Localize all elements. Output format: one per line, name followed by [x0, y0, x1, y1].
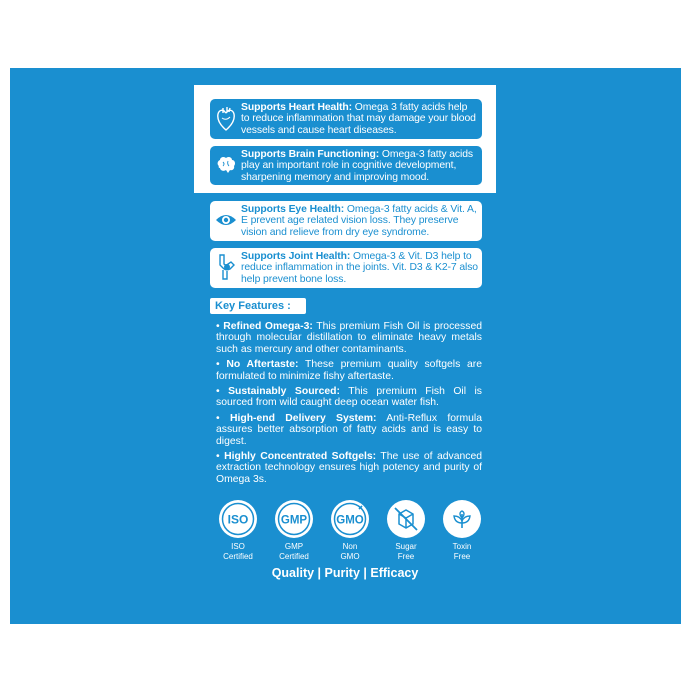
benefit-text: Omega-3 & Vit. D3 help to reduce inflammation in the joints. Vit. D3 & K2-7 also help prevent bone loss. [241, 251, 478, 285]
badge-label-line1: Toxin [452, 542, 472, 551]
badge-mark: GMP [280, 514, 308, 527]
eye-icon [215, 205, 237, 235]
badge-label-line2: Free [453, 551, 471, 561]
benefit-title: Supports Eye Health: [241, 204, 345, 215]
feature-text: These premium quality softgels are formulated to minimize fishy aftertaste. [216, 359, 482, 382]
benefit-brain-functioning [210, 146, 482, 185]
badge-mark: GMO [336, 514, 364, 527]
badge-label-line2: Certified [223, 551, 253, 561]
joint-icon [215, 252, 237, 282]
badge-label-line1: Non [342, 542, 358, 551]
feature-title: High-end Delivery System: [229, 412, 377, 424]
list-item: • Highly Concentrated Softgels: The use of advanced extraction technology ensures high potency and purity of Omega 3s. [216, 451, 483, 485]
badge-non-gmo [327, 499, 373, 561]
sugar-free-icon [386, 499, 426, 539]
feature-text: This premium Fish Oil is processed through molecular distillation to eliminate heavy metals such as mercury and other contaminants. [216, 321, 483, 355]
certification-badges [215, 499, 485, 561]
feature-text: This premium Fish Oil is sourced from wild caught deep ocean water fish. [216, 386, 483, 409]
feature-title: Sustainably Sourced: [228, 386, 340, 398]
key-features-list [216, 321, 482, 489]
benefit-text: Omega 3 fatty acids help to reduce inflammation that may damage your blood vessels and cause heart diseases. [241, 102, 476, 136]
badge-label-line2: Certified [279, 551, 309, 561]
feature-text: The use of advanced extraction technology ensures high potency and purity of Omega 3s. [216, 451, 483, 485]
badge-gmp [271, 499, 317, 561]
feature-title: Highly Concentrated Softgels: [224, 451, 377, 463]
badge-iso [215, 499, 261, 561]
benefit-title: Supports Joint Health: [241, 251, 351, 262]
iso-badge-icon [218, 499, 258, 539]
key-features-heading: Key Features : [210, 298, 306, 314]
badge-label-line2: GMO [340, 551, 360, 561]
list-item: • Sustainably Sourced: This premium Fish Oil is sourced from wild caught deep ocean water fish. [216, 386, 483, 409]
tagline: Quality | Purity | Efficacy [271, 566, 419, 580]
benefit-title: Supports Brain Functioning: [241, 149, 380, 160]
heart-icon [215, 103, 237, 133]
benefit-heart-health [210, 99, 482, 139]
feature-text: Anti-Reflux formula assures better absorption of fatty acids and is easy to digest. [216, 412, 482, 447]
badge-toxin-free [439, 499, 485, 561]
badge-label-line1: GMP [284, 542, 304, 551]
benefit-text: Omega-3 fatty acids & Vit. A, E prevent age related vision loss. They preserve vision and relieve from dry eye syndrome. [241, 204, 477, 238]
list-item: • High-end Delivery System: Anti-Reflux formula assures better absorption of fatty acids and is easy to digest. [216, 412, 482, 447]
badge-label-line2: Free [397, 551, 415, 561]
toxin-free-icon [442, 499, 482, 539]
brain-icon [215, 150, 237, 180]
feature-title: No Aftertaste: [226, 359, 299, 371]
list-item: • No Aftertaste: These premium quality softgels are formulated to minimize fishy aftertaste. [216, 359, 482, 382]
gmp-badge-icon [274, 499, 314, 539]
feature-title: Refined Omega-3: [223, 321, 313, 332]
benefit-eye-health [210, 201, 482, 241]
badge-label-line1: Sugar [395, 542, 417, 551]
benefit-joint-health [210, 248, 482, 288]
badge-sugar-free [383, 499, 429, 561]
benefit-title: Supports Heart Health: [241, 102, 352, 113]
list-item: • Refined Omega-3: This premium Fish Oil is processed through molecular distillation to eliminate heavy metals such as mercury and other contaminants. [216, 321, 483, 355]
badge-mark: ISO [227, 512, 249, 527]
badge-label-line1: ISO [231, 542, 245, 551]
non-gmo-badge-icon [330, 499, 370, 539]
benefit-text: Omega-3 fatty acids play an important role in cognitive development, sharpening memory and improving mood. [241, 149, 474, 183]
